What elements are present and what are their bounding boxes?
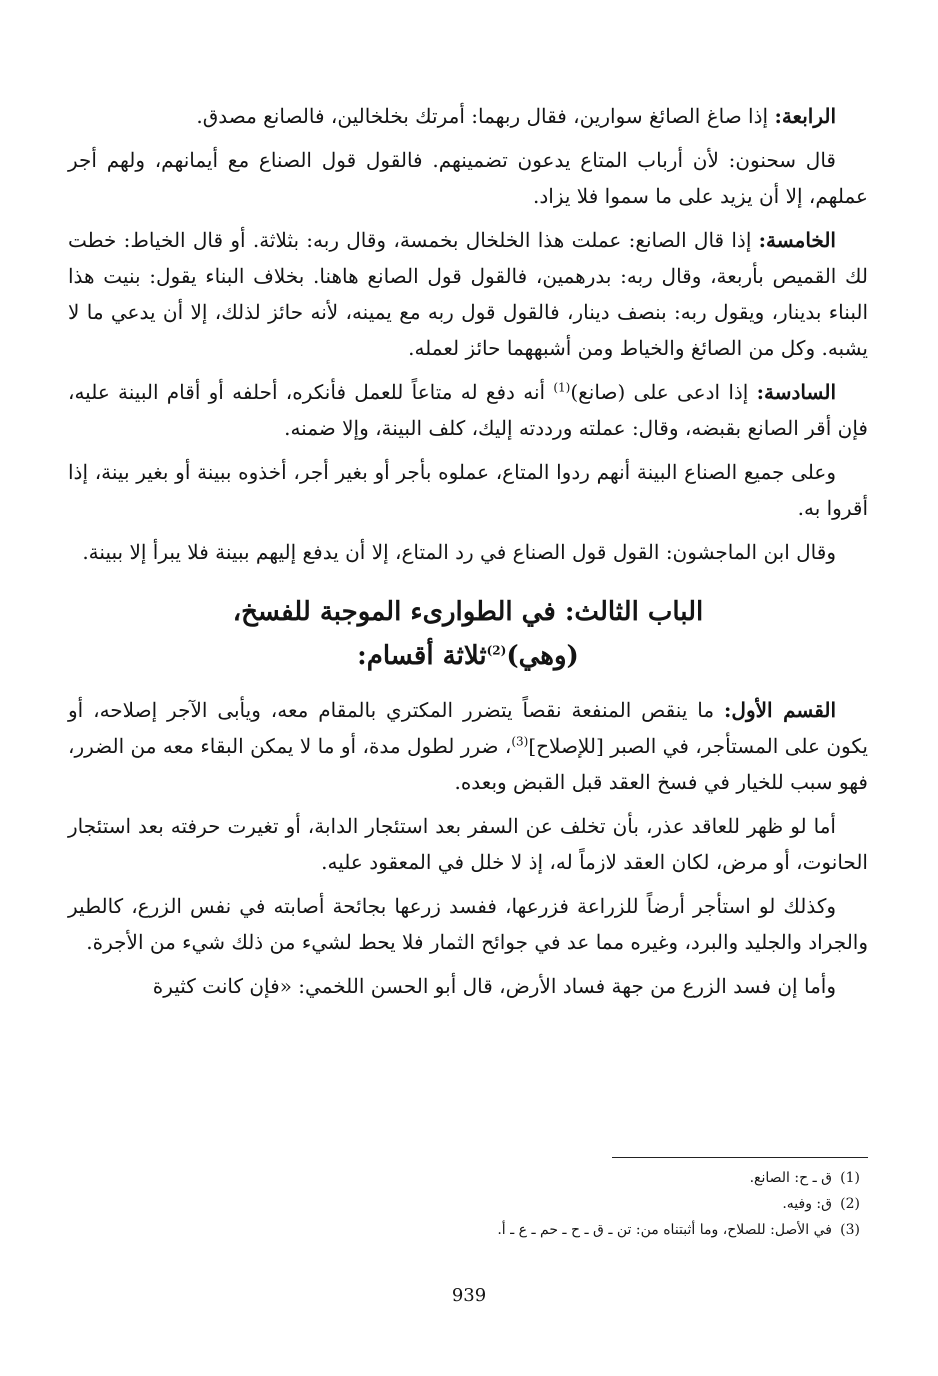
paragraph-lead: القسم الأول: [724, 698, 837, 722]
chapter-heading [68, 590, 868, 678]
paragraph-ibn-majishun [68, 534, 868, 570]
paragraph-text: إذا ادعى على (صانع) [570, 380, 757, 404]
paragraph-text: وأما إن فسد الزرع من جهة فساد الأرض، قال أبو الحسن اللخمي: «فإن كانت كثيرة [152, 974, 836, 998]
paragraph-text: أما لو ظهر للعاقد عذر، بأن تخلف عن السفر بعد استئجار الدابة، أو تغيرت حرفته بعد استئجار الحانوت، أو مرض، لكان العقد لازماً له، إذ لا خلل في المعقود عليه. [68, 814, 868, 874]
paragraph-excuse [68, 808, 868, 880]
footnotes [340, 1165, 860, 1243]
paragraph-all-craftsmen [68, 454, 868, 526]
footnote-text: ق: وفيه. [782, 1196, 832, 1212]
paragraph-text: وقال ابن الماجشون: القول قول الصناع في رد المتاع، إلا أن يدفع إليهم ببينة فلا يبرأ إلا ببينة. [82, 540, 836, 564]
paragraph-text: إذا صاغ الصائغ سوارين، فقال ربهما: أمرتك بخلخالين، فالصانع مصدق. [196, 104, 775, 128]
paragraph-sahnun [68, 142, 868, 214]
footnote-item [340, 1217, 860, 1243]
heading-text: (وهي) [506, 641, 579, 671]
heading-text: ثلاثة أقسام: [357, 641, 487, 671]
paragraph-sixth [68, 374, 868, 446]
footnote-marker: (3) [511, 734, 529, 749]
paragraph-text: ، ضرر لطول مدة، أو ما لا يمكن البقاء معه من الضرر، فهو سبب للخيار في فسخ العقد قبل القبض وبعده. [68, 734, 868, 794]
paragraph-lead: الرابعة: [774, 104, 836, 128]
main-text [68, 98, 868, 1012]
paragraph-text: وكذلك لو استأجر أرضاً للزراعة فزرعها، ففسد زرعها بجائحة أصابته في نفس الزرع، كالطير والجراد والجليد والبرد، وغيره مما عد في جوائح الثمار فلا يحط لشيء من ذلك شيء من الأجرة. [68, 894, 868, 954]
paragraph-land-lease [68, 888, 868, 960]
paragraph-text: أنه دفع له متاعاً للعمل فأنكره، أحلفه أو أقام البينة عليه، فإن أقر الصانع بقبضه، وقال: عملته ورددته إليك، كلف البينة، وإلا ضمنه. [68, 380, 868, 440]
paragraph-text: ما ينقص المنفعة نقصاً يتضرر المكتري بالمقام معه، ويأبى الآجر إصلاحه، أو يكون على المستأجر، في الصبر [للإصلاح] [68, 698, 868, 758]
paragraph-lead: الخامسة: [758, 228, 836, 252]
footnote-marker: (2) [486, 643, 507, 658]
page-number: 939 [451, 1285, 487, 1306]
paragraph-fifth [68, 222, 868, 366]
footnote-divider [612, 1157, 868, 1158]
paragraph-section-one [68, 692, 868, 800]
paragraph-lakhmi [68, 968, 868, 1004]
paragraph-text: إذا قال الصانع: عملت هذا الخلخال بخمسة، وقال ربه: بثلاثة. أو قال الخياط: خطت لك القميص بأربعة، وقال ربه: بدرهمين، فالقول قول الصانع هاهنا. بخلاف البناء يقول: بنيت هذا البناء بدينار، ويقول ربه: بنصف دينار، فالقول قول ربه مع يمينه، لأنه حائز لذلك، إلا أن يدعي ما لا يشبه. وكل من الصائغ والخياط ومن أشبههما حائز لعمله. [68, 228, 868, 360]
footnote-number: (3) [840, 1222, 860, 1238]
footnote-number: (2) [840, 1196, 860, 1212]
paragraph-text: قال سحنون: لأن أرباب المتاع يدعون تضمينهم. فالقول قول الصناع مع أيمانهم، ولهم أجر عملهم، إلا أن يزيد على ما سموا فلا يزاد. [68, 148, 868, 208]
paragraph-fourth [68, 98, 868, 134]
footnote-number: (1) [840, 1170, 860, 1186]
footnote-marker: (1) [553, 380, 571, 395]
footnote-text: في الأصل: للصلاح، وما أثبتناه من: تن ـ ق ـ ح ـ حم ـ ع ـ أ. [497, 1222, 832, 1238]
footnote-item [340, 1191, 860, 1217]
paragraph-lead: السادسة: [756, 380, 836, 404]
footnote-item [340, 1165, 860, 1191]
footnote-text: ق ـ ح: الصانع. [749, 1170, 832, 1186]
paragraph-text: وعلى جميع الصناع البينة أنهم ردوا المتاع، عملوه بأجر أو بغير أجر، أخذوه ببينة أو بغير بينة، إذا أقروا به. [68, 460, 868, 520]
chapter-heading-line1: الباب الثالث: في الطوارىء الموجبة للفسخ، [232, 597, 704, 627]
chapter-heading-line2 [68, 634, 868, 678]
